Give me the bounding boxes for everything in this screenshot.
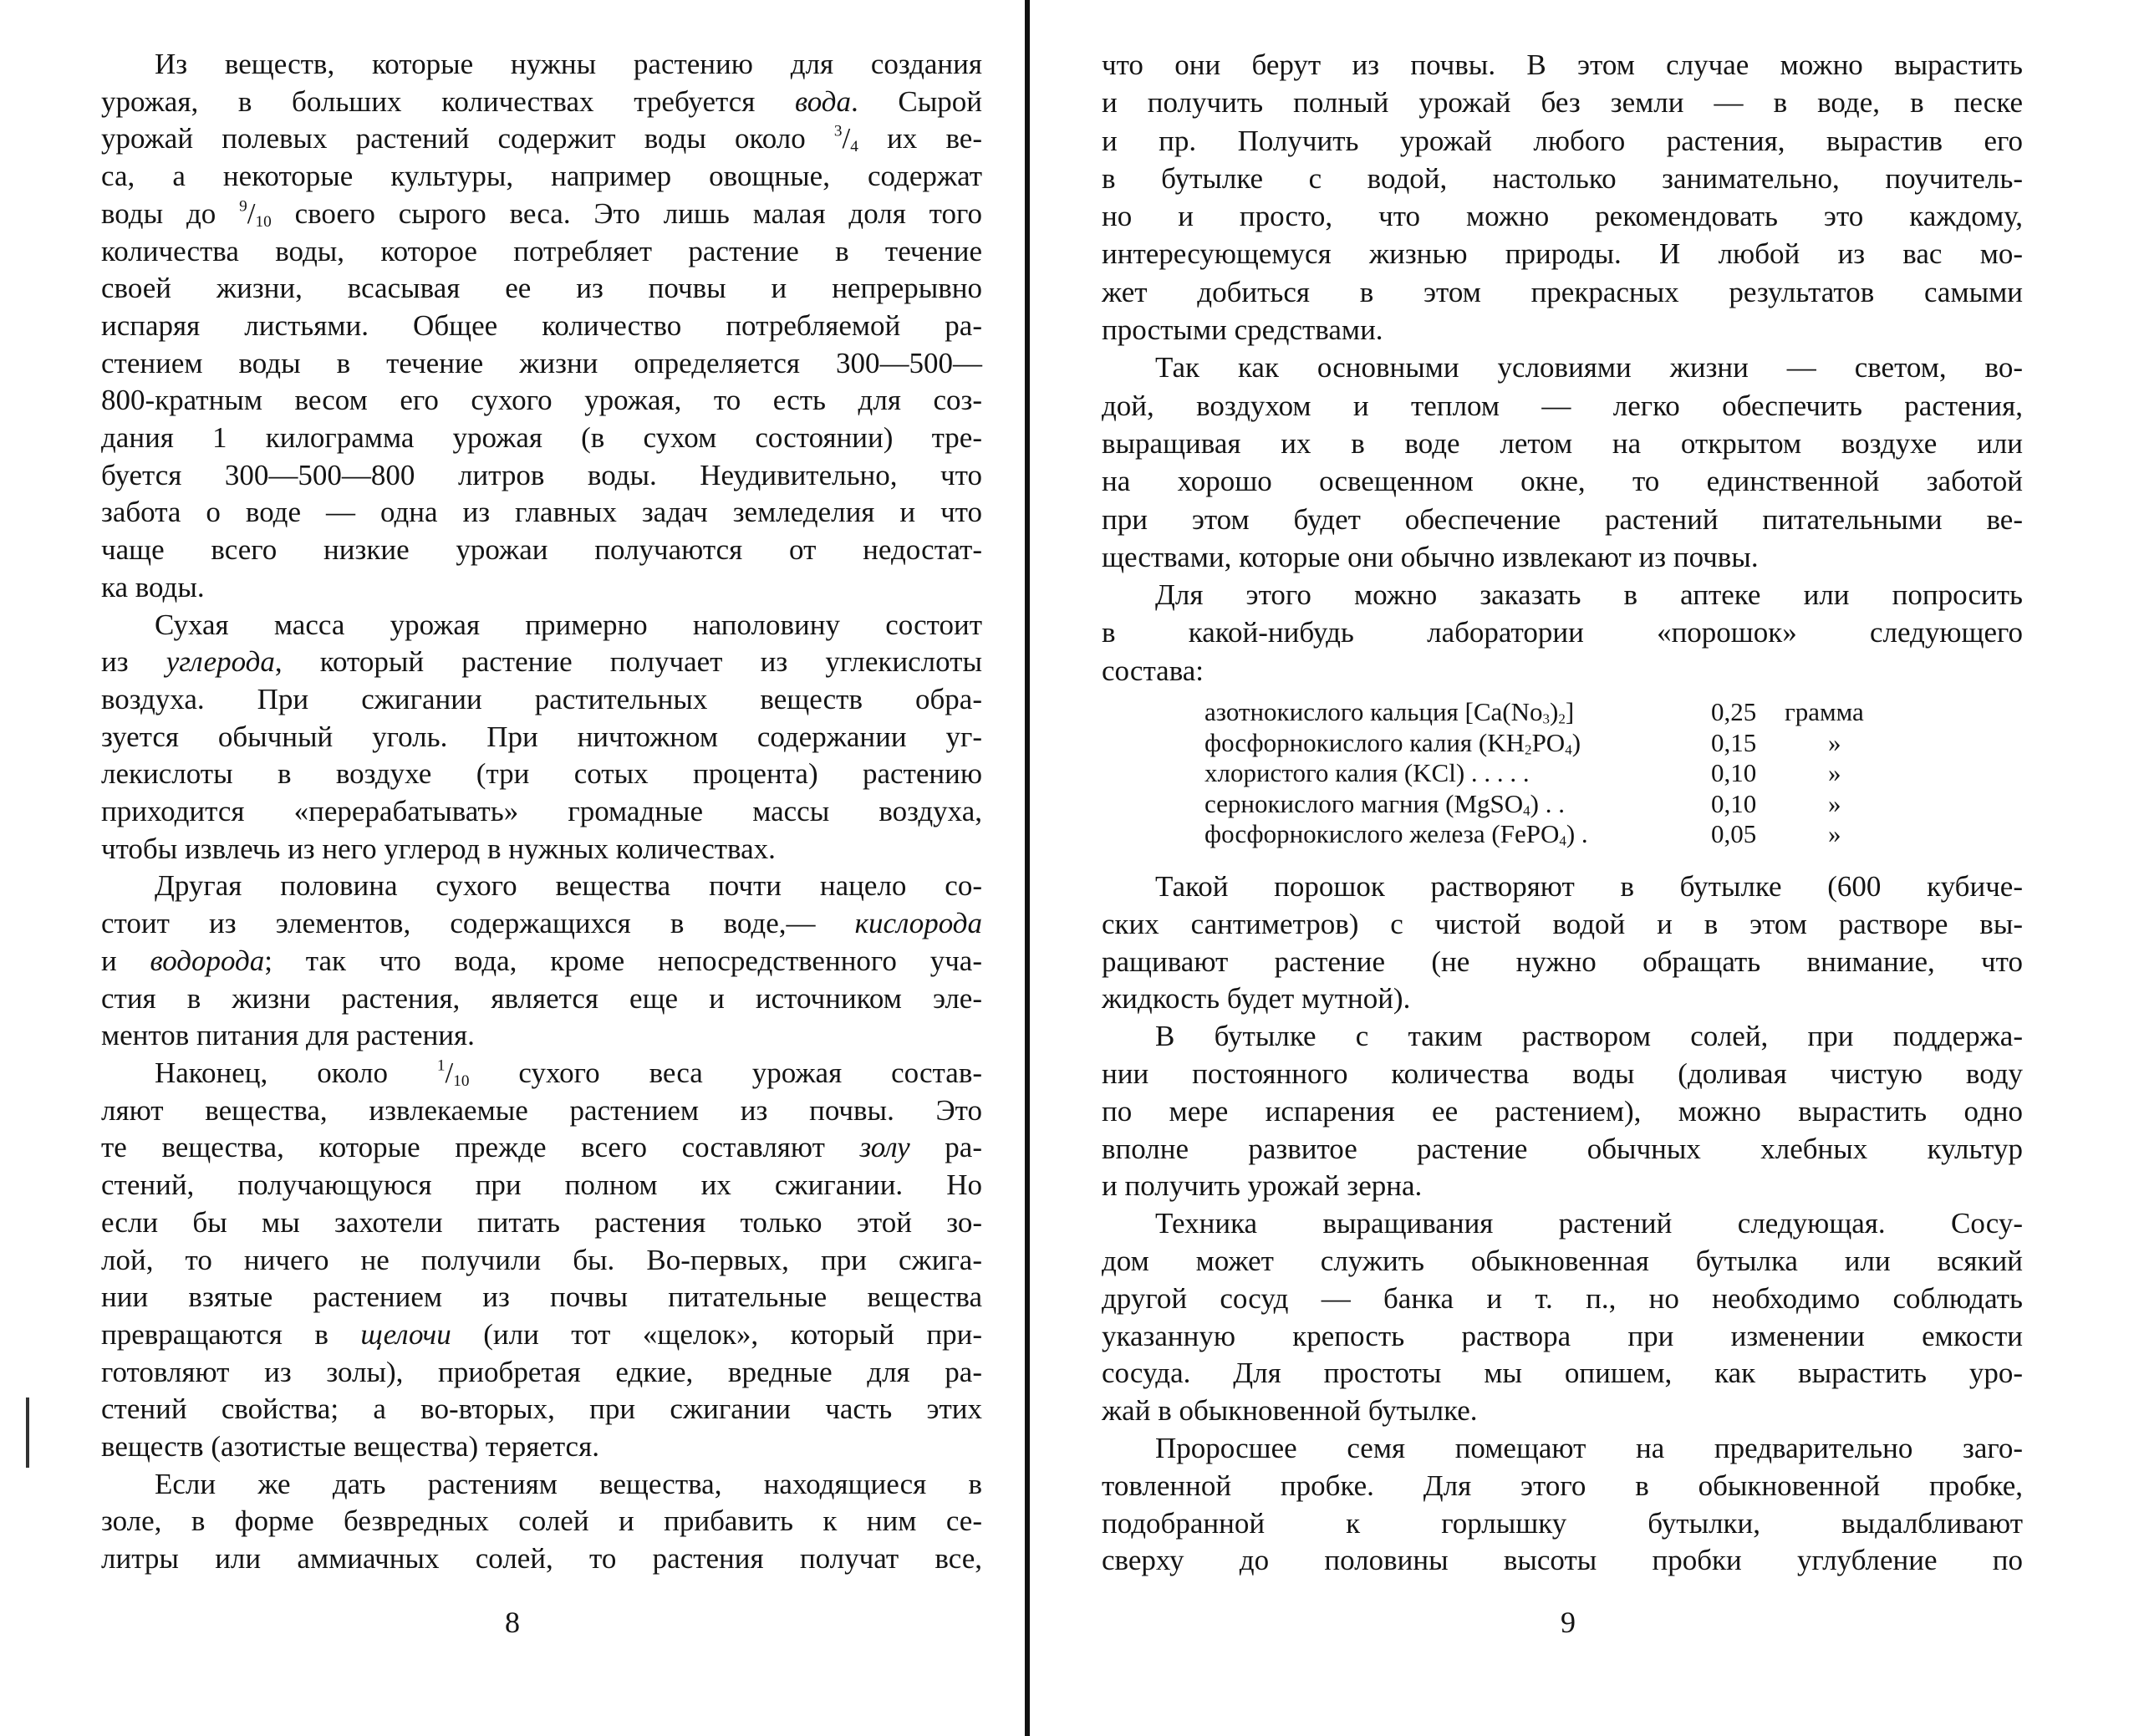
- text-line: [101, 905, 982, 943]
- text-line: Другая половина сухого вещества почти нацело со-: [155, 869, 982, 903]
- text-line: другой сосуд — банка и т. п., но необходимо соблюдать: [1102, 1281, 2023, 1315]
- text-line: лекислоты в воздухе (три сотых процента) растению: [101, 757, 982, 791]
- text-line: состава:: [1102, 654, 1204, 687]
- right-page-text-top: [1102, 46, 2023, 690]
- subscript: 2: [1525, 741, 1532, 757]
- text-line: чаще всего низкие урожаи получаются от недостат-: [101, 533, 982, 567]
- text-segment: PO: [1531, 727, 1566, 757]
- text-line: ка воды.: [101, 570, 205, 603]
- page-number: 8: [505, 1606, 520, 1639]
- paragraph: [1102, 1430, 2023, 1580]
- text-segment: ) .: [1566, 819, 1588, 848]
- text-segment: ]: [1565, 697, 1575, 726]
- text-segment: . Сырой: [851, 84, 982, 118]
- italic-term: вода: [795, 84, 851, 118]
- formula-row: [1204, 697, 1864, 728]
- text-line: дом может служить обыкновенная бутылка или всякий: [1102, 1244, 2023, 1277]
- text-segment: ): [1571, 727, 1581, 757]
- text-line: стений, получающуюся при полном их сжигании. Но: [101, 1168, 982, 1202]
- text-segment: и: [101, 944, 150, 977]
- text-line: товленной пробке. Для этого в обыкновенной пробке,: [1102, 1469, 2023, 1502]
- text-line: жай в обыкновенной бутылке.: [1102, 1394, 1478, 1428]
- text-line: сосуда. Для простоты мы опишем, как вырастить уро-: [1102, 1357, 2023, 1390]
- text-line: по мере испарения ее растением), можно вырастить одно: [1102, 1094, 2023, 1128]
- text-line: Сухая масса урожая примерно наполовину состоит: [155, 608, 982, 641]
- text-line: жет добиться в этом прекрасных результатов самыми: [1102, 275, 2023, 308]
- text-line: ментов питания для растения.: [101, 1019, 475, 1052]
- text-segment: урожая, в больших количествах требуется: [101, 84, 796, 118]
- text-line: [101, 1316, 982, 1354]
- subscript: 2: [1558, 710, 1566, 727]
- text-line: [101, 84, 982, 121]
- text-line: приходится «перерабатывать» громадные массы воздуха,: [101, 795, 982, 828]
- compound-amount: 0,05: [1711, 819, 1757, 848]
- compound-amount: 0,10: [1711, 788, 1757, 818]
- subscript: 4: [850, 138, 858, 156]
- superscript: 9: [239, 197, 247, 216]
- paragraph: [1102, 349, 2023, 576]
- text-segment: из: [101, 645, 166, 679]
- text-segment: фосфорнокислого калия (KH: [1204, 727, 1525, 757]
- amount-unit: »: [1828, 727, 1841, 757]
- text-line: веществ (азотистые вещества) теряется.: [101, 1430, 599, 1464]
- compound-name: [1204, 697, 1711, 728]
- text-line: лой, то ничего не получили бы. Во-первых, при сжига-: [101, 1243, 982, 1276]
- formula-row: [1204, 758, 1864, 789]
- text-line: на хорошо освещенном окне, то единственной заботой: [1102, 465, 2023, 498]
- right-page-text-bottom: [1102, 868, 2023, 1580]
- right-page: [1031, 0, 2139, 1736]
- paragraph: [101, 1055, 982, 1466]
- paragraph: [101, 1466, 982, 1578]
- text-line: указанную крепость раствора при изменении емкости: [1102, 1319, 2023, 1352]
- text-segment: стоит из элементов, содержащихся в воде,—: [101, 907, 855, 940]
- text-line: в бутылке с водой, настолько занимательно, поучитель-: [1102, 161, 2023, 195]
- text-line: Такой порошок растворяют в бутылке (600 кубиче-: [1155, 870, 2023, 903]
- italic-term: углерода: [166, 645, 275, 679]
- amount-unit: »: [1828, 788, 1841, 818]
- text-line: в какой-нибудь лаборатории «порошок» следующего: [1102, 616, 2023, 649]
- text-line: [101, 120, 982, 158]
- text-line: Для этого можно заказать в аптеке или попросить: [1155, 578, 2023, 612]
- subscript: 10: [453, 1072, 470, 1090]
- text-line: стия в жизни растения, является еще и источником эле-: [101, 981, 982, 1015]
- text-segment: воды до: [101, 196, 240, 230]
- text-line: [101, 1129, 982, 1167]
- text-line: подобранной к горлышку бутылки, выдалбливают: [1102, 1506, 2023, 1540]
- text-segment: ; так что вода, кроме непосредственного уча-: [264, 944, 982, 977]
- text-line: и получить урожай зерна.: [1102, 1169, 1423, 1203]
- paragraph: [1102, 576, 2023, 690]
- text-segment: урожай полевых растений содержит воды около: [101, 122, 834, 155]
- text-line: воздуха. При сжигании растительных веществ обра-: [101, 682, 982, 715]
- compound-name: [1204, 728, 1711, 759]
- paragraph: [101, 46, 982, 607]
- text-segment: их ве-: [858, 122, 982, 155]
- compound-amount: 0,10: [1711, 758, 1757, 787]
- text-line: буется 300—500—800 литров воды. Неудивительно, что: [101, 458, 982, 491]
- text-line: Из веществ, которые нужны растению для создания: [155, 48, 982, 80]
- amount-unit: грамма: [1785, 697, 1864, 726]
- text-line: готовляют из золы), приобретая едкие, вредные для ра-: [101, 1355, 982, 1388]
- paragraph: [1102, 1205, 2023, 1430]
- subscript: 10: [255, 212, 272, 231]
- italic-term: водорода: [150, 944, 265, 977]
- paragraph: [1102, 46, 2023, 349]
- text-line: стением воды в течение жизни определяется 300—500—: [101, 346, 982, 379]
- italic-term: кислорода: [854, 907, 982, 940]
- book-spine-divider: [1025, 0, 1030, 1736]
- text-line: чтобы извлечь из него углерод в нужных количествах.: [101, 832, 776, 865]
- text-line: сверху до половины высоты пробки углубление по: [1102, 1544, 2023, 1577]
- text-line: испаряя листьями. Общее количество потребляемой ра-: [101, 308, 982, 342]
- amount-unit: »: [1828, 819, 1841, 848]
- text-line: простыми средствами.: [1102, 313, 1383, 347]
- subscript: 4: [1523, 802, 1530, 818]
- text-segment: фосфорнокислого железа (FePO: [1204, 819, 1560, 848]
- text-line: са, а некоторые культуры, например овощные, содержат: [101, 160, 982, 193]
- italic-term: золу: [859, 1131, 910, 1164]
- text-line: В бутылке с таким раствором солей, при поддержа-: [1155, 1020, 2023, 1053]
- compound-amount: 0,15: [1711, 727, 1757, 757]
- formula-table: [1204, 697, 1864, 850]
- text-line: количества воды, которое потребляет растение в течение: [101, 234, 982, 267]
- formula-row: [1204, 789, 1864, 820]
- text-line: [101, 196, 982, 233]
- compound-name: [1204, 758, 1711, 789]
- text-segment: ): [1550, 697, 1559, 726]
- text-line: 800-кратным весом его сухого урожая, то есть для соз-: [101, 384, 982, 417]
- text-line: [101, 943, 982, 980]
- text-segment: /: [247, 196, 256, 230]
- text-segment: ) . .: [1530, 788, 1565, 818]
- text-segment: своего сырого веса. Это лишь малая доля того: [271, 196, 982, 230]
- text-segment: Наконец, около: [155, 1056, 437, 1089]
- text-segment: азотнокислого кальция [Ca(No: [1204, 697, 1543, 726]
- formula-row: [1204, 728, 1864, 759]
- text-line: дания 1 килограмма урожая (в сухом состоянии) тре-: [101, 421, 982, 455]
- text-line: интересующемуся жизнью природы. И любой из вас мо-: [1102, 237, 2023, 271]
- text-line: ществами, которые они обычно извлекают из почвы.: [1102, 540, 1759, 573]
- text-segment: ра-: [909, 1131, 982, 1164]
- text-line: золе, в форме безвредных солей и прибавить к ним се-: [101, 1504, 982, 1538]
- text-line: при этом будет обеспечение растений питательными ве-: [1102, 502, 2023, 536]
- scan-margin-mark: [26, 1397, 29, 1468]
- text-segment: (или тот «щелок», который при-: [451, 1317, 982, 1351]
- text-line: нии постоянного количества воды (доливая чистую воду: [1102, 1056, 2023, 1090]
- paragraph: [101, 607, 982, 868]
- amount-unit: »: [1828, 758, 1841, 787]
- left-page: [0, 0, 1026, 1736]
- text-line: но и просто, что можно рекомендовать это каждому,: [1102, 200, 2023, 233]
- text-segment: /: [445, 1056, 454, 1089]
- text-line: Так как основными условиями жизни — светом, во-: [1155, 351, 2023, 384]
- text-line: стений свойства; а во-вторых, при сжигании часть этих: [101, 1392, 982, 1426]
- left-page-text: [101, 46, 982, 1578]
- page-number: 9: [1561, 1606, 1576, 1639]
- subscript: 4: [1559, 832, 1566, 849]
- compound-name: [1204, 819, 1711, 850]
- subscript: 3: [1542, 710, 1551, 727]
- text-line: [101, 1055, 982, 1092]
- text-line: зуется обычный уголь. При ничтожном содержании уг-: [101, 720, 982, 753]
- text-segment: , который растение получает из углекислоты: [274, 645, 982, 679]
- text-line: и получить полный урожай без земли — в воде, в песке: [1102, 86, 2023, 120]
- text-line: вполне развитое растение обычных хлебных культур: [1102, 1132, 2023, 1165]
- text-line: литры или аммиачных солей, то растения получат все,: [101, 1542, 982, 1576]
- formula-row: [1204, 819, 1864, 850]
- text-segment: превращаются в: [101, 1317, 361, 1351]
- superscript: 3: [833, 122, 843, 140]
- text-line: Проросшее семя помещают на предварительно заго-: [1155, 1431, 2023, 1464]
- text-line: дой, воздухом и теплом — легко обеспечить растения,: [1102, 389, 2023, 422]
- text-line: Техника выращивания растений следующая. Сосу-: [1155, 1207, 2023, 1240]
- compound-name: [1204, 789, 1711, 820]
- subscript: 4: [1565, 741, 1572, 757]
- text-line: Если же дать растениям вещества, находящиеся в: [155, 1467, 982, 1500]
- text-line: что они берут из почвы. В этом случае можно вырастить: [1102, 48, 2023, 81]
- text-line: выращивая их в воде летом на открытом воздухе или: [1102, 426, 2023, 460]
- text-line: забота о воде — одна из главных задач земледелия и что: [101, 496, 982, 529]
- compound-amount: 0,25: [1711, 697, 1757, 726]
- paragraph: [101, 868, 982, 1055]
- text-segment: /: [842, 122, 851, 155]
- text-line: нии взятые растением из почвы питательные вещества: [101, 1280, 982, 1314]
- text-line: если бы мы захотели питать растения только этой зо-: [101, 1205, 982, 1239]
- superscript: 1: [436, 1056, 446, 1075]
- text-line: ращивают растение (не нужно обращать внимание, что: [1102, 944, 2023, 978]
- italic-term: щелочи: [360, 1317, 451, 1351]
- text-line: ляют вещества, извлекаемые растением из почвы. Это: [101, 1093, 982, 1127]
- text-line: ских сантиметров) с чистой водой и в этом растворе вы-: [1102, 907, 2023, 940]
- text-line: своей жизни, всасывая ее из почвы и непрерывно: [101, 272, 982, 305]
- paragraph: [1102, 868, 2023, 1018]
- text-line: жидкость будет мутной).: [1102, 982, 1411, 1016]
- text-segment: сернокислого магния (MgSO: [1204, 788, 1524, 818]
- text-segment: хлористого калия (KCl) . . . . .: [1204, 758, 1530, 787]
- paragraph: [1102, 1018, 2023, 1205]
- text-segment: те вещества, которые прежде всего составляют: [101, 1131, 860, 1164]
- text-line: [101, 644, 982, 681]
- text-line: и пр. Получить урожай любого растения, вырастив его: [1102, 124, 2023, 157]
- text-segment: сухого веса урожая состав-: [469, 1056, 983, 1089]
